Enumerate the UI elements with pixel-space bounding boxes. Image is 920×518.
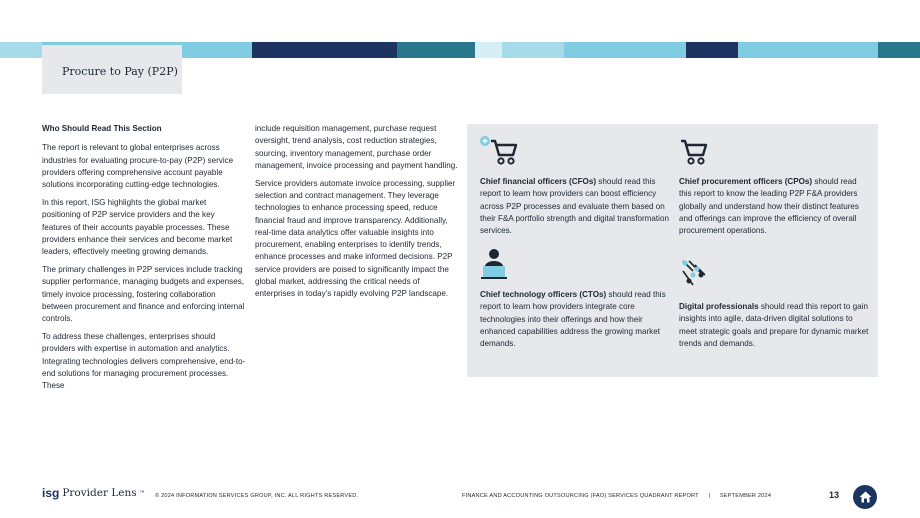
stripe-segment xyxy=(397,42,475,58)
footer-separator: | xyxy=(708,493,711,499)
section-heading: Who Should Read This Section xyxy=(42,124,162,133)
footer-copyright: © 2024 INFORMATION SERVICES GROUP, INC. ALL RIGHTS RESERVED. xyxy=(155,493,359,499)
stripe-segment xyxy=(0,42,42,58)
stripe-segment xyxy=(564,42,686,58)
audience-title: Chief technology officers (CTOs) xyxy=(480,290,607,299)
person-laptop-icon xyxy=(481,248,507,280)
audience-cfo xyxy=(480,176,670,237)
paragraph: Service providers automate invoice processing, supplier selection and contract management. They leverage technologies to enhance processing speed, reduce financial fraud and improve transparency. Additionally, real-time data analytics offer valuable insights into procurement, enabling enterprises to identify trends, enhance processes and make informed decisions. P2P service providers are poised to significantly impact the global market, addressing the critical needs of enterprises in today’s rapidly evolving P2P landscape. xyxy=(255,178,456,299)
audience-text: should read this report to learn how providers can boost efficiency across P2P processes and evaluate them based on their F&A portfolio strength and digital transformation services. xyxy=(480,177,669,236)
paragraph: In this report, ISG highlights the global market positioning of P2P service providers and the key features of their accounts payable processes. These providers enhance their services and become market leaders, effectively meeting growing demands. xyxy=(42,197,233,257)
audience-text: should read this report to gain insights into agile, data-driven digital solutions to meet strategic goals and prepare for dynamic market trends and demands. xyxy=(679,302,869,348)
isg-provider-lens-logo xyxy=(42,486,145,500)
home-icon xyxy=(859,491,872,503)
audience-title: Chief financial officers (CFOs) xyxy=(480,177,597,186)
logo-isg: isg xyxy=(42,486,60,500)
audience-digital xyxy=(679,301,869,350)
paragraph: The report is relevant to global enterprises across industries for evaluating procure-to-pay (P2P) service providers offering comprehensive account payable solutions incorporating cutting-edge technologies. xyxy=(42,143,234,190)
stripe-segment xyxy=(502,42,564,58)
paragraph: include requisition management, purchase request oversight, trend analysis, cost reduction strategies, sourcing, inventory management, purchase order management, invoice processing and payment handling. xyxy=(255,124,458,170)
audience-title: Digital professionals xyxy=(679,302,759,311)
audience-cpo xyxy=(679,176,869,237)
section-tab-label: Procure to Pay (P2P) xyxy=(62,65,178,78)
section-tab xyxy=(42,45,182,94)
paragraph: The primary challenges in P2P services include tracking supplier performance, managing budgets and expenses, timely invoice processing, fostering collaboration between procurement and finance and enforcing internal controls. xyxy=(42,264,245,324)
stripe-segment xyxy=(686,42,738,58)
logo-trademark: ™ xyxy=(139,490,145,496)
shopping-cart-plus-icon xyxy=(479,135,519,167)
digital-sliders-icon xyxy=(679,257,709,289)
stripe-segment xyxy=(738,42,878,58)
logo-provider-lens: Provider Lens xyxy=(62,487,137,499)
audience-title: Chief procurement officers (CPOs) xyxy=(679,177,813,186)
footer-date: SEPTEMBER 2024 xyxy=(719,493,772,499)
home-button[interactable] xyxy=(853,485,877,509)
stripe-segment xyxy=(475,42,502,58)
stripe-segment xyxy=(878,42,920,58)
paragraph: To address these challenges, enterprises should providers with expertise in automation and analytics. Integrating technologies delivers comprehensive, end-to-end solutions for managing procurement processes. These xyxy=(42,331,246,391)
audience-text: should read this report to know the leading P2P F&A providers globally and understand how their distinct features and offerings can improve the efficiency of overall procurement operations. xyxy=(679,177,859,236)
shopping-cart-icon xyxy=(679,137,713,167)
middle-column xyxy=(255,123,460,306)
audience-cto xyxy=(480,289,670,350)
audience-panel xyxy=(467,124,878,377)
footer-report-name: FINANCE AND ACCOUNTING OUTSOURCING (FAO) SERVICES QUADRANT REPORT xyxy=(462,493,699,499)
footer-report-info xyxy=(462,493,771,499)
left-column xyxy=(42,123,246,398)
audience-text: should read this report to learn how providers integrate core technologies into their offerings and how their enhanced capabilities address the growing market demands. xyxy=(480,290,666,349)
page-number: 13 xyxy=(829,490,840,500)
stripe-segment xyxy=(252,42,397,58)
